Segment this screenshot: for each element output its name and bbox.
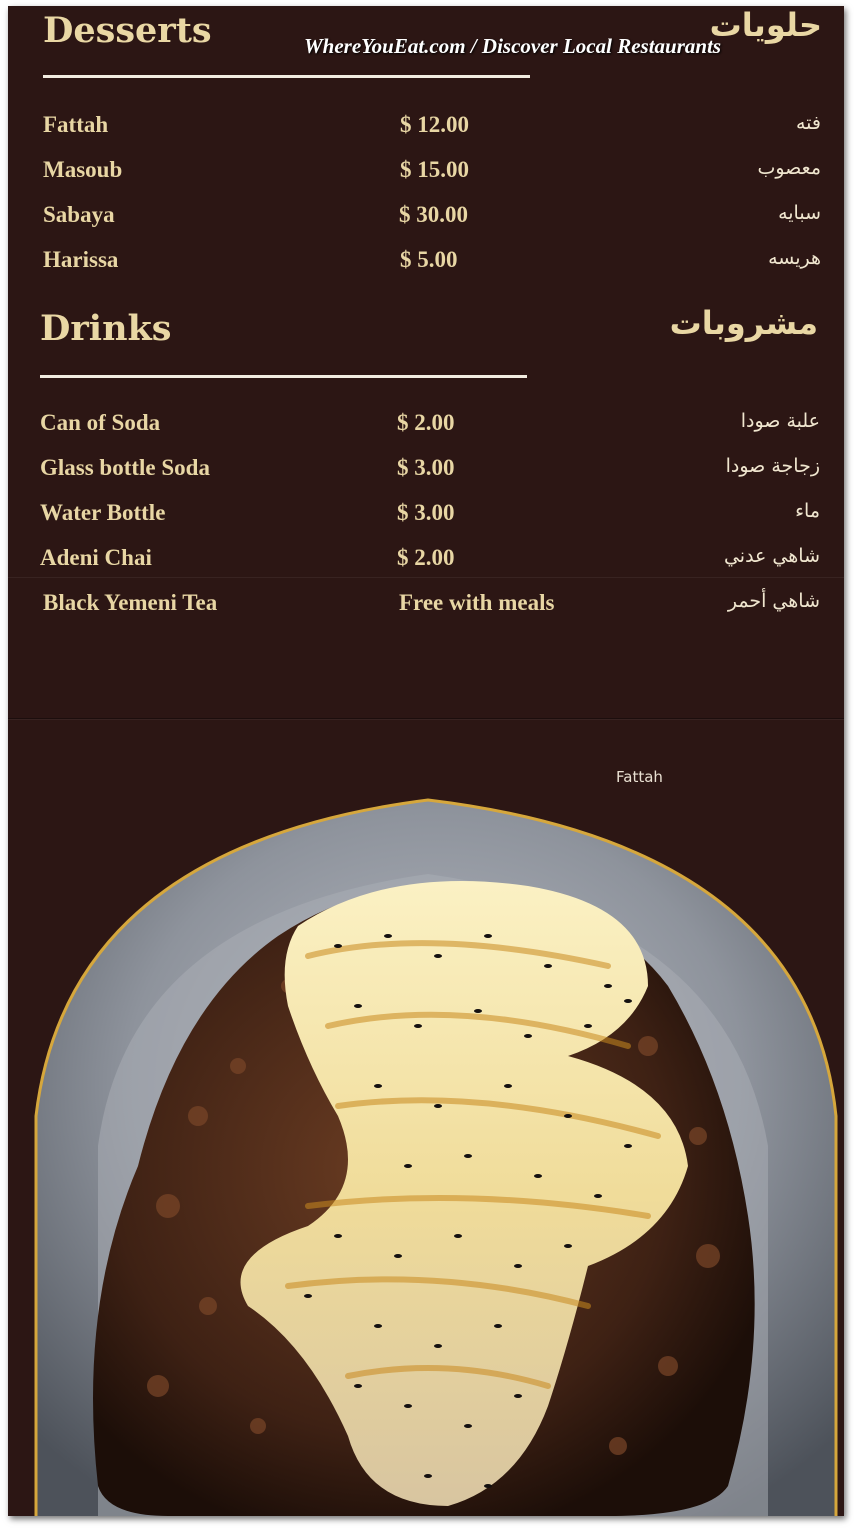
item-name-arabic: شاهي عدني xyxy=(723,545,820,567)
item-name: Masoub xyxy=(43,157,123,182)
item-price: $ 3.00 xyxy=(397,500,455,525)
item-name-arabic: علبة صودا xyxy=(740,410,820,432)
item-name-arabic: معصوب xyxy=(757,157,821,179)
item-name-arabic: هريسه xyxy=(768,247,821,269)
menu-item xyxy=(43,198,821,234)
watermark: WhereYouEat.com / Discover Local Restaurants xyxy=(304,34,722,58)
menu-item xyxy=(40,541,820,577)
drinks-title-arabic: مشروبات xyxy=(669,304,818,342)
item-name: Harissa xyxy=(43,247,119,272)
item-price: Free with meals xyxy=(399,590,555,615)
item-name: Fattah xyxy=(43,112,109,137)
menu-page xyxy=(8,6,844,1516)
item-name: Black Yemeni Tea xyxy=(43,590,218,615)
item-price: $ 2.00 xyxy=(397,410,455,435)
desserts-title: Desserts xyxy=(43,10,212,51)
drinks-divider xyxy=(40,375,527,378)
page-fold-highlight xyxy=(8,719,844,720)
item-name: Adeni Chai xyxy=(40,545,152,570)
item-name: Can of Soda xyxy=(40,410,161,435)
menu-item xyxy=(40,451,820,487)
menu-item xyxy=(40,406,820,442)
item-price: $ 15.00 xyxy=(400,157,469,182)
item-name: Sabaya xyxy=(43,202,115,227)
desserts-divider xyxy=(43,75,530,78)
item-name-arabic: شاهي أحمر xyxy=(727,590,820,612)
item-price: $ 12.00 xyxy=(400,112,469,137)
item-name-arabic: فته xyxy=(795,112,821,134)
fattah-dish-photo xyxy=(8,786,844,1516)
item-price: $ 3.00 xyxy=(397,455,455,480)
menu-item xyxy=(43,586,820,622)
item-price: $ 30.00 xyxy=(399,202,468,227)
row-divider xyxy=(8,577,844,578)
photo-caption: Fattah xyxy=(616,768,663,786)
menu-item xyxy=(43,108,821,144)
item-name-arabic: زجاجة صودا xyxy=(725,455,820,477)
item-name: Water Bottle xyxy=(40,500,166,525)
desserts-title-arabic: حلويات xyxy=(709,6,822,44)
menu-item xyxy=(43,243,821,279)
menu-item xyxy=(43,153,821,189)
item-name-arabic: سبايه xyxy=(778,202,821,224)
drinks-title: Drinks xyxy=(40,308,172,349)
menu-item xyxy=(40,496,820,532)
item-price: $ 2.00 xyxy=(397,545,455,570)
item-name: Glass bottle Soda xyxy=(40,455,210,480)
item-price: $ 5.00 xyxy=(400,247,458,272)
item-name-arabic: ماء xyxy=(795,500,820,522)
